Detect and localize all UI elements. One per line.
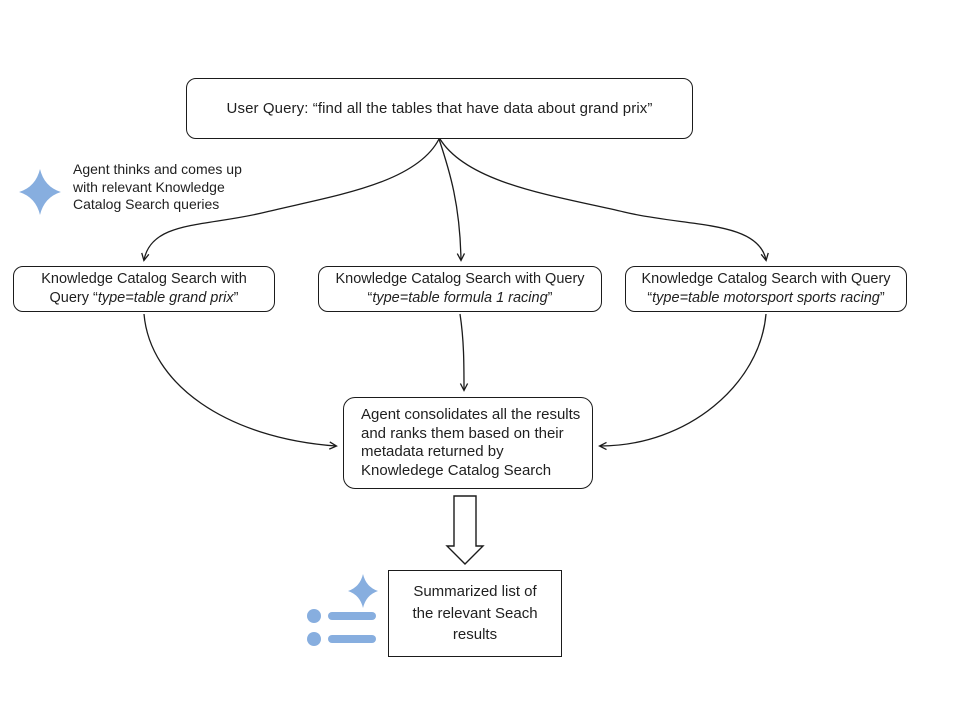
consolidate-line: Agent consolidates all the results	[361, 406, 581, 423]
list-line-icon	[328, 612, 376, 620]
sparkle-icon	[348, 574, 378, 608]
search-box-grand-prix	[13, 266, 275, 312]
search-box-line2: Query “type=table grand prix”	[49, 290, 239, 306]
search-box-line1: Knowledge Catalog Search with	[41, 271, 247, 287]
search-box-motorsport	[625, 266, 907, 312]
agent-note	[73, 161, 283, 214]
user-query-text: User Query: “find all the tables that have data about grand prix”	[226, 100, 653, 117]
connector-middle-to-consolidate	[460, 314, 464, 390]
search-query-text: type=table grand prix	[97, 290, 234, 306]
search-box-line1: Knowledge Catalog Search with Query	[641, 271, 891, 287]
agent-note-line: Catalog Search queries	[73, 196, 220, 212]
list-line-icon	[328, 635, 376, 643]
consolidate-line: and ranks them based on their	[361, 424, 564, 442]
search-box-line2: “type=table motorsport sports racing”	[647, 290, 885, 306]
summary-list-icon	[300, 572, 380, 652]
agent-note-line: with relevant Knowledge	[73, 178, 225, 195]
connector-query-to-middle	[439, 139, 461, 260]
connector-left-to-consolidate	[144, 314, 336, 446]
bullet-dot-icon	[307, 632, 321, 646]
search-box-line2: “type=table formula 1 racing”	[367, 290, 553, 306]
summary-box	[388, 570, 562, 657]
summary-line: the relevant Seach	[412, 604, 538, 622]
search-box-formula-1	[318, 266, 602, 312]
consolidate-box	[343, 397, 593, 489]
connector-query-to-right	[440, 139, 766, 260]
summary-line: Summarized list of	[413, 583, 537, 601]
search-query-text: type=table formula 1 racing	[372, 290, 548, 306]
block-arrow-down-icon	[447, 496, 483, 564]
summary-line: results	[452, 626, 498, 644]
consolidate-line: metadata returned by	[361, 443, 504, 460]
search-box-line1: Knowledge Catalog Search with Query	[335, 271, 585, 287]
user-query-box	[186, 78, 693, 139]
agent-note-line: Agent thinks and comes up	[73, 161, 242, 177]
sparkle-icon	[19, 169, 61, 215]
bullet-dot-icon	[307, 609, 321, 623]
consolidate-line: Knowledege Catalog Search	[361, 461, 552, 479]
connector-right-to-consolidate	[600, 314, 766, 446]
search-query-text: type=table motorsport sports racing	[652, 290, 880, 306]
